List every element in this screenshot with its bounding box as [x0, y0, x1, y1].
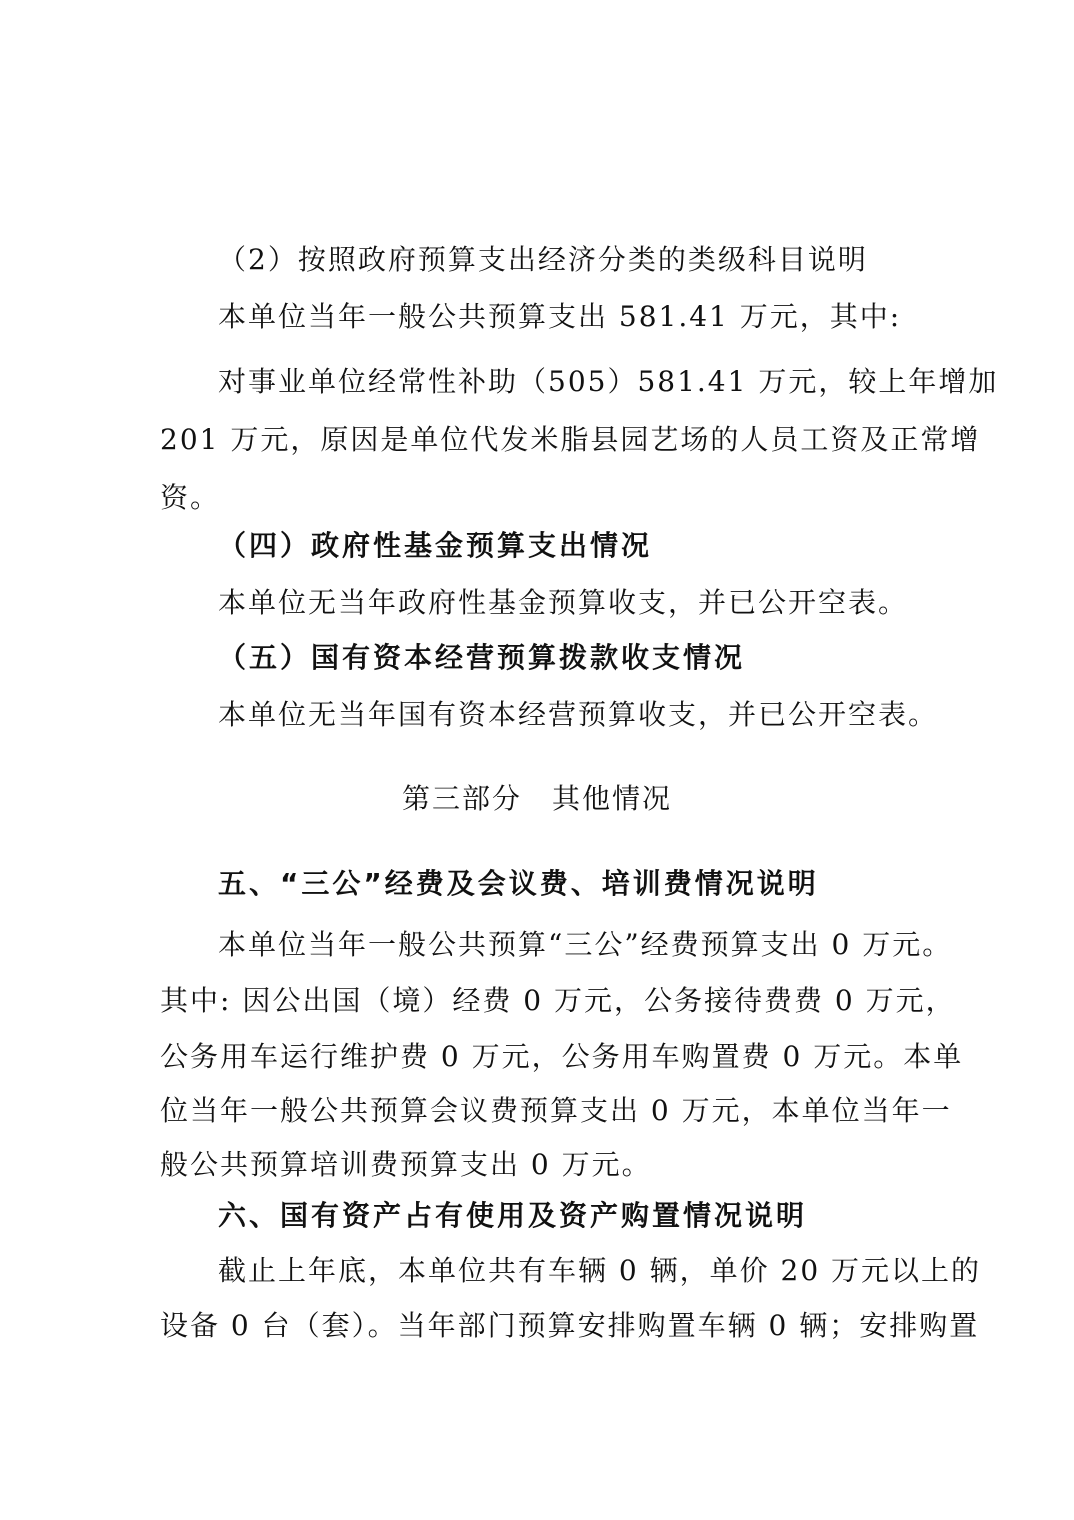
paragraph-line: 201 万元，原因是单位代发米脂县园艺场的人员工资及正常增	[160, 423, 981, 456]
subsection-heading-economic-classification: （2）按照政府预算支出经济分类的类级科目说明	[218, 243, 868, 276]
paragraph-line: 位当年一般公共预算会议费预算支出 0 万元，本单位当年一	[160, 1094, 952, 1127]
paragraph-line: 公务用车运行维护费 0 万元，公务用车购置费 0 万元。本单	[160, 1040, 964, 1073]
section-heading-state-assets: 六、国有资产占有使用及资产购置情况说明	[218, 1199, 808, 1232]
part-title: 第三部分 其他情况	[401, 782, 672, 815]
paragraph-line: 本单位当年一般公共预算“三公”经费预算支出 0 万元。	[218, 928, 953, 961]
paragraph-line: 资。	[160, 481, 221, 514]
section-heading-state-capital: （五）国有资本经营预算拨款收支情况	[218, 641, 746, 674]
section-heading-gov-fund: （四）政府性基金预算支出情况	[218, 529, 653, 562]
paragraph-line: 本单位无当年政府性基金预算收支，并已公开空表。	[218, 586, 909, 619]
paragraph-line: 截止上年底，本单位共有车辆 0 辆，单价 20 万元以上的	[218, 1254, 982, 1287]
paragraph-line: 设备 0 台（套）。当年部门预算安排购置车辆 0 辆；安排购置	[160, 1309, 980, 1342]
paragraph-line: 般公共预算培训费预算支出 0 万元。	[160, 1148, 652, 1181]
paragraph-line: 本单位当年一般公共预算支出 581.41 万元，其中:	[218, 300, 902, 333]
paragraph-line: 其中: 因公出国（境）经费 0 万元，公务接待费费 0 万元，	[160, 984, 956, 1017]
paragraph-line: 本单位无当年国有资本经营预算收支，并已公开空表。	[218, 698, 939, 731]
paragraph-line: 对事业单位经常性补助（505）581.41 万元，较上年增加	[218, 365, 999, 398]
section-heading-three-public: 五、“三公”经费及会议费、培训费情况说明	[218, 867, 819, 900]
